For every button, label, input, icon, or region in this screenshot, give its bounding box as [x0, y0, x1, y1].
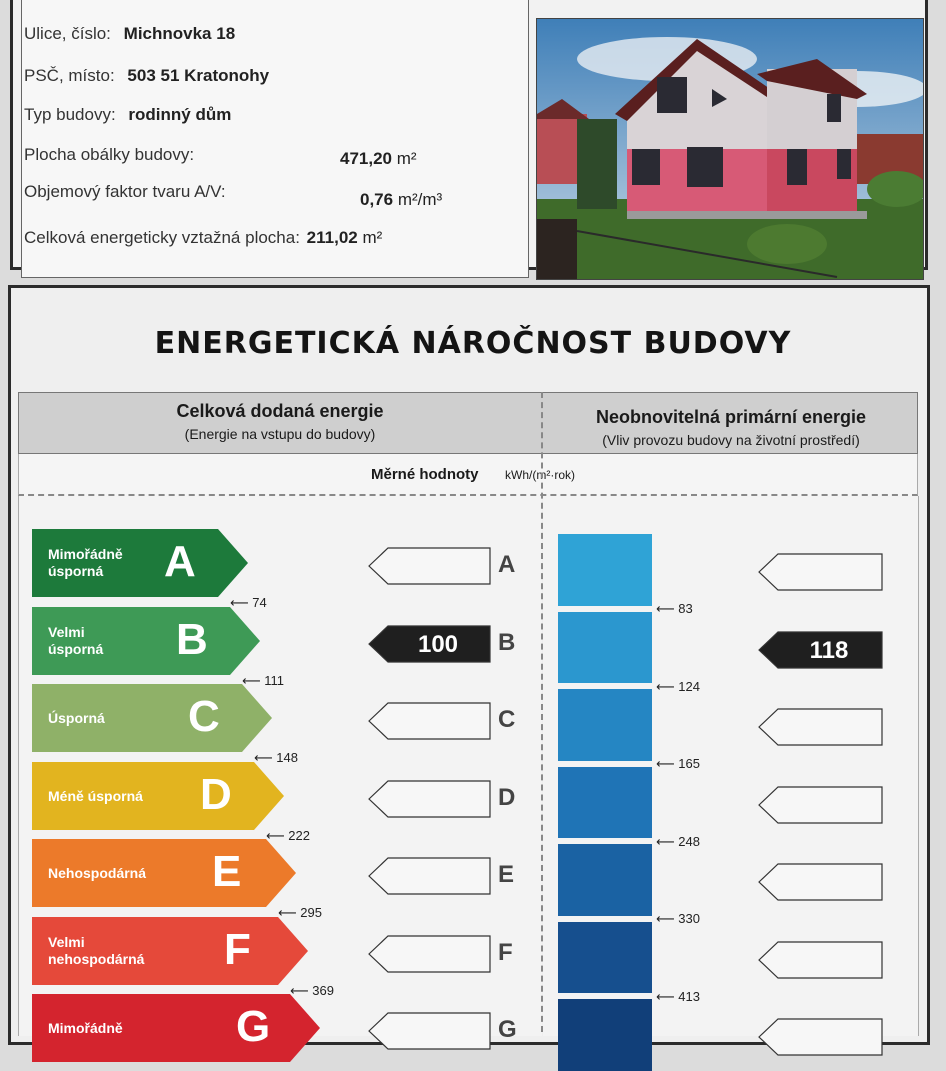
house-photo	[536, 18, 924, 280]
primary-threshold-83: ⟵ 83	[656, 601, 693, 616]
city-label: PSČ, místo:	[24, 66, 115, 85]
primary-scale-segment-c	[558, 689, 652, 761]
class-name-a	[48, 546, 123, 580]
delivered-energy-value: 100	[417, 630, 459, 658]
primary-marker-shape-c	[759, 709, 882, 745]
class-letter-d: D	[200, 769, 232, 819]
class-name-d	[48, 788, 143, 805]
class-name-line1-e: Nehospodárná	[48, 865, 147, 881]
column-divider	[541, 392, 543, 1032]
reference-area-row	[24, 228, 382, 248]
delivered-marker-letter-d: D	[498, 783, 516, 811]
delivered-threshold-148: ⟵ 148	[254, 750, 298, 765]
reference-area-unit: m²	[362, 228, 383, 247]
class-letter-b: B	[176, 614, 208, 664]
class-name-line1-a: Mimořádně	[48, 546, 123, 562]
delivered-marker-f	[368, 935, 492, 973]
class-name-line2-a: úsporná	[48, 563, 104, 579]
delivered-marker-c	[368, 702, 492, 740]
class-letter-a: A	[164, 537, 196, 586]
class-name-line1-c: Úsporná	[48, 710, 105, 726]
class-name-line1-f: Velmi	[48, 933, 85, 950]
reference-area-label: Celková energeticky vztažná plocha:	[24, 228, 300, 247]
envelope-unit: m²	[396, 149, 417, 168]
delivered-marker-g	[368, 1012, 492, 1050]
class-name-line2-b: úsporná	[48, 640, 104, 657]
primary-scale-segment-g	[558, 999, 652, 1071]
class-name-c	[48, 710, 105, 727]
class-letter-c: C	[188, 692, 220, 741]
class-arrow-f	[32, 917, 308, 985]
type-row	[24, 105, 231, 125]
primary-energy-subtitle: (Vliv provozu budovy na životní prostředí)	[602, 432, 860, 448]
columns-header	[18, 392, 918, 454]
delivered-marker-e	[368, 857, 492, 895]
envelope-row	[24, 145, 484, 168]
street-row	[24, 24, 235, 44]
primary-marker-e	[758, 863, 884, 901]
primary-marker-f	[758, 941, 884, 979]
primary-scale-segment-b	[558, 612, 652, 684]
delivered-marker-shape-d	[369, 781, 490, 817]
class-name-e	[48, 865, 146, 882]
class-name-line1-g: Mimořádně	[48, 1020, 123, 1036]
primary-energy-value: 118	[809, 636, 849, 664]
class-name-g	[48, 1020, 123, 1037]
class-letter-e: E	[212, 847, 242, 896]
primary-marker-shape-f	[759, 942, 882, 978]
energy-title: ENERGETICKÁ NÁROČNOST BUDOVY	[154, 326, 792, 361]
envelope-label: Plocha obálky budovy:	[24, 145, 195, 164]
class-arrow-g	[32, 994, 320, 1062]
delivered-marker-letter-c: C	[498, 706, 516, 733]
envelope-value: 471,20	[340, 149, 392, 168]
city-row	[24, 66, 269, 86]
primary-marker-shape-a	[759, 554, 882, 590]
delivered-marker-d	[368, 780, 492, 818]
class-name-line1-d: Méně úsporná	[48, 787, 143, 804]
primary-marker-a	[758, 553, 884, 591]
class-arrow-d	[32, 762, 284, 830]
delivered-threshold-222: ⟵ 222	[266, 827, 310, 843]
type-value: rodinný dům	[128, 105, 232, 124]
street-value: Michnovka 18	[123, 24, 236, 43]
primary-marker-c	[758, 708, 884, 746]
class-name-line1-b: Velmi	[48, 623, 85, 640]
type-label: Typ budovy:	[24, 105, 116, 124]
class-name-b	[48, 624, 103, 658]
delivered-energy-header	[19, 401, 541, 442]
delivered-threshold-74: ⟵ 74	[230, 595, 267, 610]
primary-scale-segment-d	[558, 767, 652, 839]
primary-energy-title: Neobnovitelná primární energie	[595, 407, 867, 427]
delivered-marker-letter-f: F	[498, 938, 513, 966]
primary-threshold-413: ⟵ 413	[656, 988, 700, 1004]
shape-factor-label: Objemový faktor tvaru A/V:	[24, 182, 226, 201]
class-letter-g: G	[236, 1002, 271, 1051]
delivered-marker-a	[368, 547, 492, 585]
primary-scale-segment-e	[558, 844, 652, 916]
primary-marker-shape-g	[759, 1019, 882, 1055]
class-letter-f: F	[224, 924, 251, 974]
primary-marker-d	[758, 786, 884, 824]
delivered-marker-shape-c	[369, 703, 490, 739]
primary-threshold-124: ⟵ 124	[656, 678, 700, 694]
primary-scale-segment-f	[558, 922, 652, 994]
delivered-marker-shape-g	[369, 1013, 490, 1049]
primary-marker-shape-e	[759, 864, 882, 900]
primary-threshold-165: ⟵ 165	[656, 756, 700, 771]
shape-factor-row	[24, 182, 484, 209]
class-arrow-b	[32, 607, 260, 675]
primary-threshold-248: ⟵ 248	[656, 833, 700, 849]
delivered-marker-letter-g: G	[498, 1016, 517, 1043]
delivered-energy-subtitle: (Energie na vstupu do budovy)	[184, 426, 376, 442]
class-arrow-e	[32, 839, 296, 907]
house-photo-illustration	[537, 19, 924, 280]
primary-energy-header	[543, 407, 919, 448]
units-unit: kWh/(m²·rok)	[505, 468, 575, 482]
delivered-marker-letter-e: E	[498, 861, 515, 888]
street-label: Ulice, číslo:	[24, 24, 111, 43]
shape-factor-unit: m²/m³	[397, 190, 443, 209]
delivered-marker-shape-e	[369, 858, 490, 894]
primary-marker-shape-d	[759, 787, 882, 823]
delivered-energy-title: Celková dodaná energie	[176, 401, 384, 421]
city-value: 503 51 Kratonohy	[127, 66, 270, 85]
units-row	[18, 454, 918, 496]
primary-threshold-330: ⟵ 330	[656, 911, 700, 926]
delivered-marker-letter-b: B	[498, 628, 516, 656]
delivered-threshold-111: ⟵ 111	[242, 672, 285, 688]
class-name-f	[48, 934, 144, 968]
class-arrow-a	[32, 529, 248, 597]
primary-scale-segment-a	[558, 534, 652, 606]
delivered-marker-letter-a: A	[498, 551, 516, 578]
reference-area-value: 211,02	[306, 228, 358, 247]
delivered-threshold-295: ⟵ 295	[278, 905, 322, 920]
shape-factor-value: 0,76	[360, 190, 394, 209]
units-label: Měrné hodnoty	[371, 466, 479, 483]
delivered-marker-shape-a	[369, 548, 490, 584]
delivered-threshold-369: ⟵ 369	[290, 982, 334, 998]
delivered-marker-shape-f	[369, 936, 490, 972]
class-name-line2-f: nehospodárná	[48, 950, 145, 967]
class-arrow-c	[32, 684, 272, 752]
